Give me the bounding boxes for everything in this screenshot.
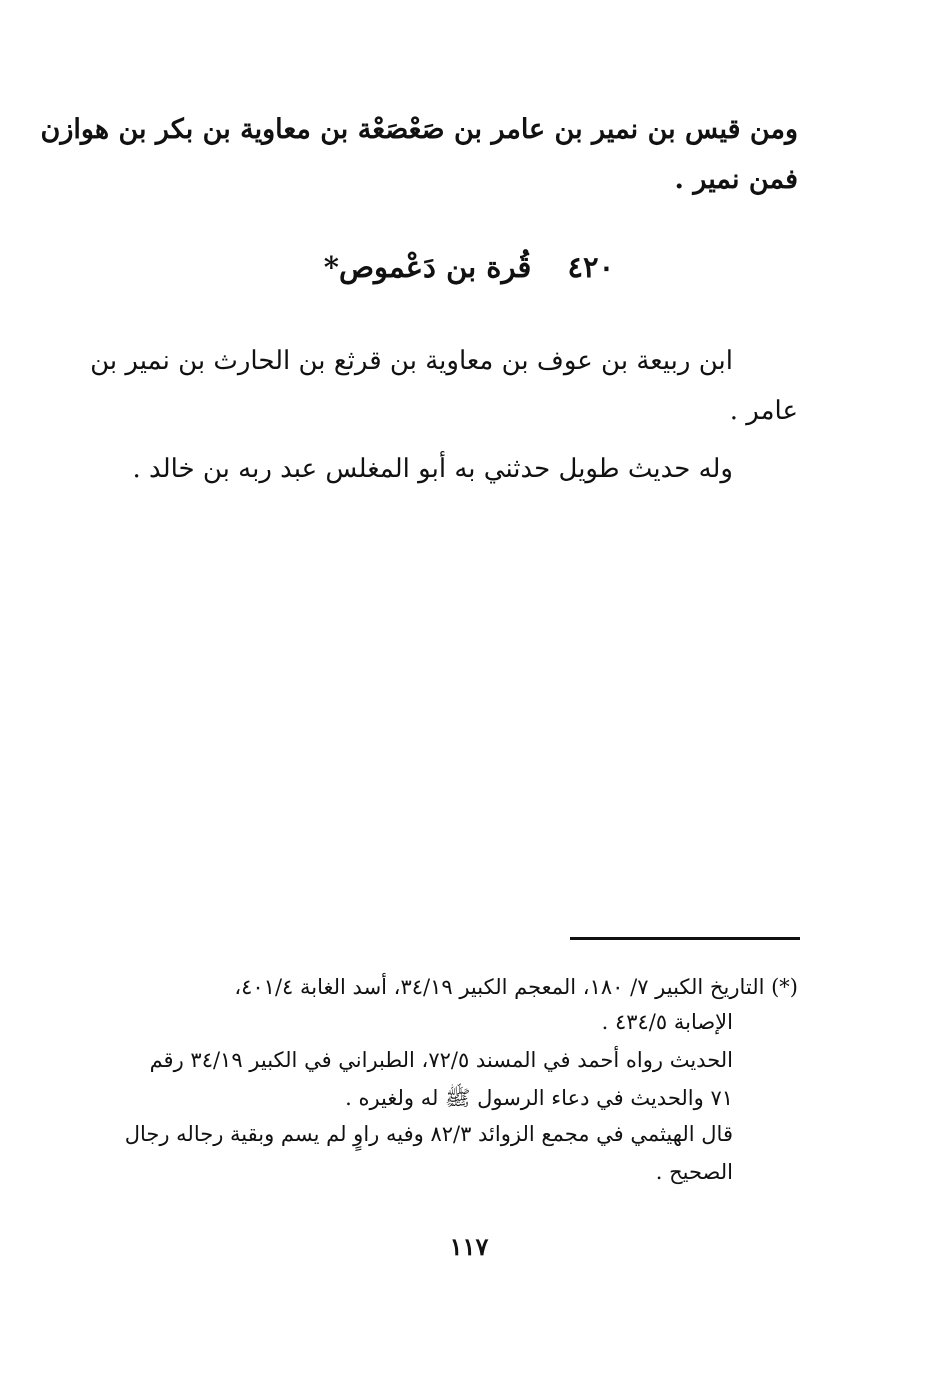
entry-heading (0, 250, 938, 284)
footnote-line-5: قال الهيثمي في مجمع الزوائد ٨٢/٣ وفيه راوٍ لم يسم وبقية رجاله رجال (124, 1122, 733, 1146)
body-line-1: ابن ربيعة بن عوف بن معاوية بن قرثع بن الحارث بن نمير بن (90, 346, 733, 376)
entry-number: ٤٢٠ (567, 250, 615, 284)
footnote-line-2: الإصابة ٤٣٤/٥ . (601, 1010, 733, 1034)
footnote-line-3: الحديث رواه أحمد في المسند ٧٢/٥، الطبراني في الكبير ٣٤/١٩ رقم (149, 1048, 733, 1072)
body-line-3: وله حديث طويل حدثني به أبو المغلس عبد ربه بن خالد . (132, 454, 733, 484)
footnote-separator (570, 937, 800, 940)
footnote-line-4: ٧١ والحديث في دعاء الرسول ﷺ له ولغيره . (345, 1086, 733, 1110)
footnote-line-6: الصحيح . (655, 1160, 733, 1184)
entry-title: قُرة بن دَعْموص* (323, 250, 532, 284)
page-number: ١١٧ (449, 1232, 489, 1261)
intro-line-2: فمن نمير . (674, 164, 798, 195)
body-line-2: عامر . (729, 396, 798, 426)
footnote-line-1: (*) التاريخ الكبير ٧/ ١٨٠، المعجم الكبير ٣٤/١٩، أسد الغابة ٤٠١/٤، (234, 975, 798, 999)
intro-line-1: ومن قيس بن نمير بن عامر بن صَعْصَعْة بن معاوية بن بكر بن هوازن (40, 114, 798, 145)
